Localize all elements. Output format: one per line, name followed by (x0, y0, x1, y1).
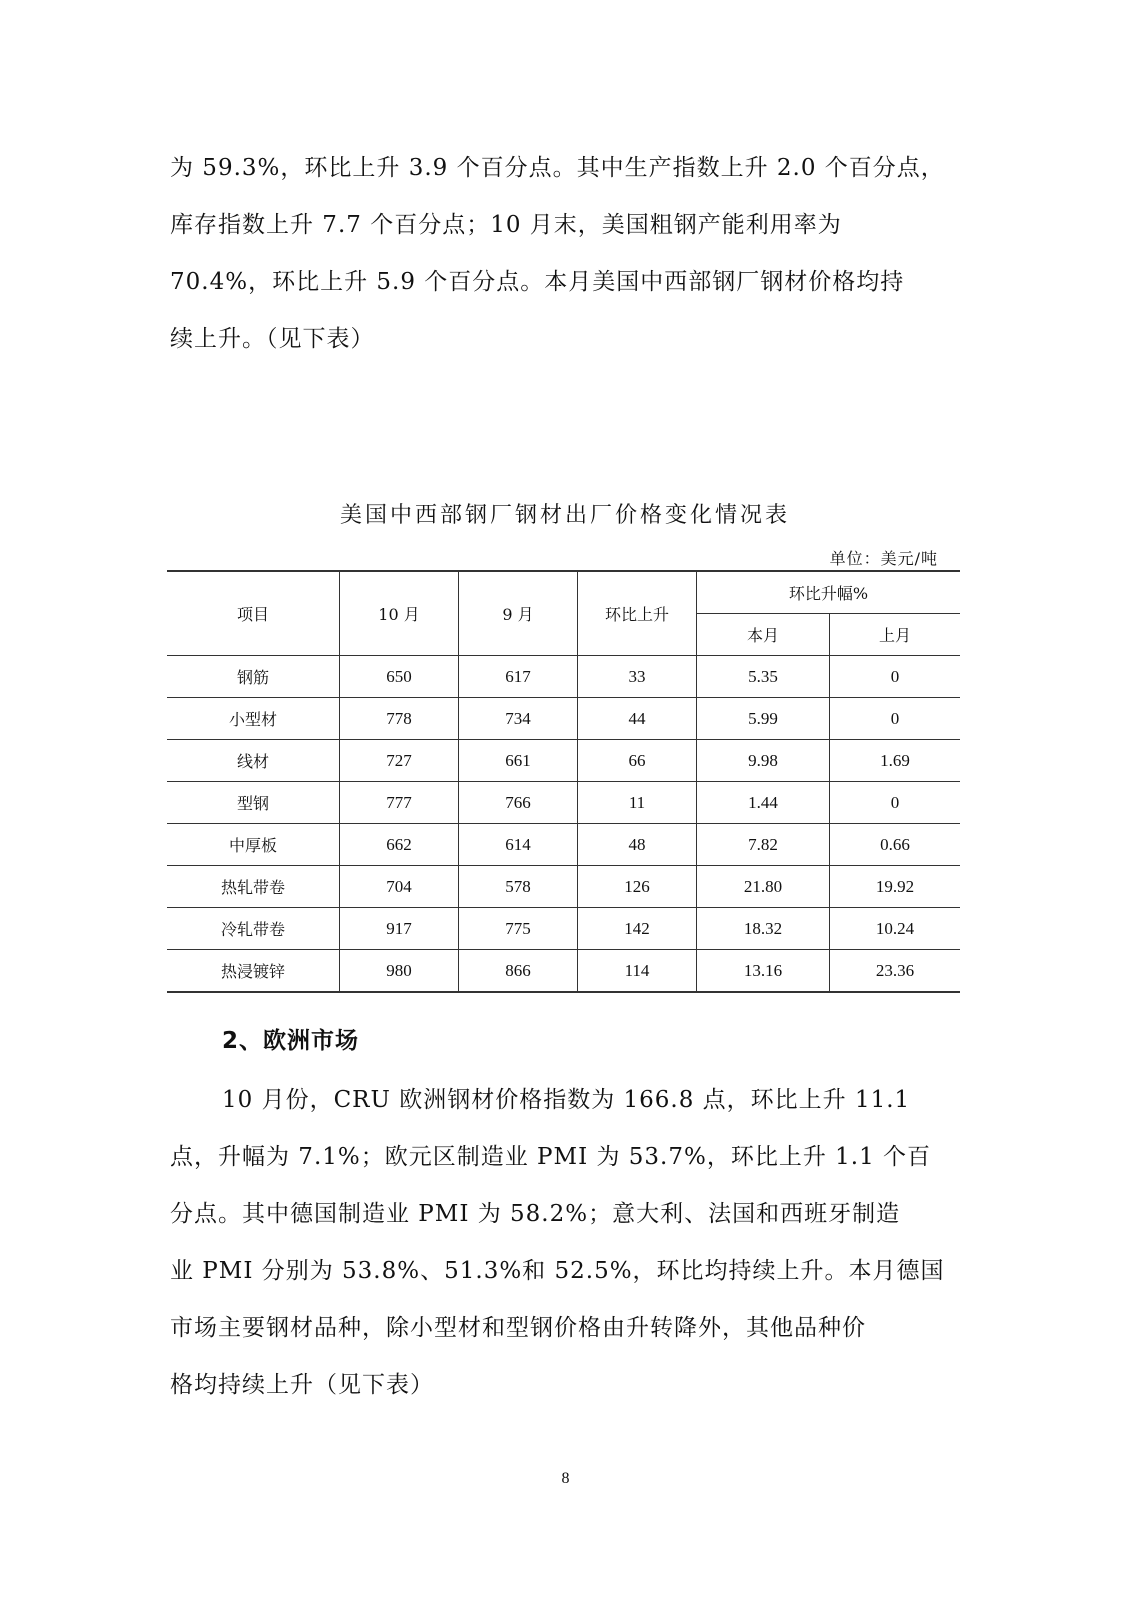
cell-rise: 33 (578, 656, 697, 698)
cell-this: 7.82 (697, 824, 830, 866)
header-oct: 10 月 (340, 571, 459, 656)
header-sep: 9 月 (459, 571, 578, 656)
cell-sep: 775 (459, 908, 578, 950)
cell-this: 1.44 (697, 782, 830, 824)
table-row (167, 782, 960, 824)
text-line: 库存指数上升 7.7 个百分点；10 月末，美国粗钢产能利用率为 (170, 212, 842, 238)
cell-oct: 777 (340, 782, 459, 824)
cell-rise: 11 (578, 782, 697, 824)
cell-this: 5.99 (697, 698, 830, 740)
cell-item: 热轧带卷 (167, 866, 340, 908)
cell-item: 型钢 (167, 782, 340, 824)
cell-oct: 917 (340, 908, 459, 950)
cell-oct: 662 (340, 824, 459, 866)
cell-sep: 866 (459, 950, 578, 993)
table-row (167, 740, 960, 782)
cell-oct: 704 (340, 866, 459, 908)
cell-last: 23.36 (830, 950, 961, 993)
cell-last: 0 (830, 656, 961, 698)
cell-sep: 614 (459, 824, 578, 866)
cell-rise: 126 (578, 866, 697, 908)
page-number: 8 (561, 1470, 570, 1487)
header-this-month: 本月 (697, 614, 830, 656)
table-row (167, 950, 960, 993)
cell-sep: 661 (459, 740, 578, 782)
cell-oct: 727 (340, 740, 459, 782)
cell-item: 小型材 (167, 698, 340, 740)
text-line: 分点。其中德国制造业 PMI 为 58.2%；意大利、法国和西班牙制造 (170, 1201, 901, 1227)
cell-sep: 578 (459, 866, 578, 908)
cell-oct: 980 (340, 950, 459, 993)
cell-sep: 734 (459, 698, 578, 740)
text-line: 为 59.3%，环比上升 3.9 个百分点。其中生产指数上升 2.0 个百分点， (170, 155, 945, 181)
header-mom-rise: 环比上升 (578, 571, 697, 656)
price-table (167, 570, 960, 993)
cell-this: 5.35 (697, 656, 830, 698)
cell-item: 钢筋 (167, 656, 340, 698)
cell-last: 0 (830, 782, 961, 824)
cell-last: 19.92 (830, 866, 961, 908)
text-line: 点，升幅为 7.1%；欧元区制造业 PMI 为 53.7%，环比上升 1.1 个百 (170, 1144, 932, 1170)
cell-rise: 142 (578, 908, 697, 950)
paragraph-europe-market (170, 1072, 945, 1414)
table-row (167, 698, 960, 740)
table-header-row (167, 571, 960, 614)
cell-last: 0.66 (830, 824, 961, 866)
header-item: 项目 (167, 571, 340, 656)
table-row (167, 656, 960, 698)
paragraph-us-market (170, 140, 945, 368)
text-line: 市场主要钢材品种，除小型材和型钢价格由升转降外，其他品种价 (170, 1315, 866, 1341)
table-unit: 单位：美元/吨 (829, 549, 938, 568)
section-heading: 2、欧洲市场 (222, 1028, 360, 1054)
cell-last: 10.24 (830, 908, 961, 950)
cell-this: 18.32 (697, 908, 830, 950)
cell-this: 9.98 (697, 740, 830, 782)
cell-rise: 48 (578, 824, 697, 866)
table-row (167, 908, 960, 950)
cell-last: 1.69 (830, 740, 961, 782)
header-last-month: 上月 (830, 614, 961, 656)
cell-oct: 778 (340, 698, 459, 740)
text-line: 业 PMI 分别为 53.8%、51.3%和 52.5%，环比均持续上升。本月德国 (170, 1258, 945, 1284)
cell-item: 热浸镀锌 (167, 950, 340, 993)
cell-item: 冷轧带卷 (167, 908, 340, 950)
table-row (167, 866, 960, 908)
cell-this: 13.16 (697, 950, 830, 993)
cell-rise: 44 (578, 698, 697, 740)
cell-oct: 650 (340, 656, 459, 698)
text-line: 格均持续上升（见下表） (170, 1372, 434, 1398)
text-line: 70.4%，环比上升 5.9 个百分点。本月美国中西部钢厂钢材价格均持 (170, 269, 905, 295)
text-line: 10 月份，CRU 欧洲钢材价格指数为 166.8 点，环比上升 11.1 (222, 1087, 911, 1113)
cell-last: 0 (830, 698, 961, 740)
header-mom-pct: 环比升幅% (697, 571, 961, 614)
text-line: 续上升。（见下表） (170, 326, 375, 352)
cell-item: 中厚板 (167, 824, 340, 866)
cell-rise: 66 (578, 740, 697, 782)
cell-sep: 617 (459, 656, 578, 698)
cell-item: 线材 (167, 740, 340, 782)
cell-sep: 766 (459, 782, 578, 824)
table-title: 美国中西部钢厂钢材出厂价格变化情况表 (339, 503, 790, 528)
cell-this: 21.80 (697, 866, 830, 908)
cell-rise: 114 (578, 950, 697, 993)
table-row (167, 824, 960, 866)
